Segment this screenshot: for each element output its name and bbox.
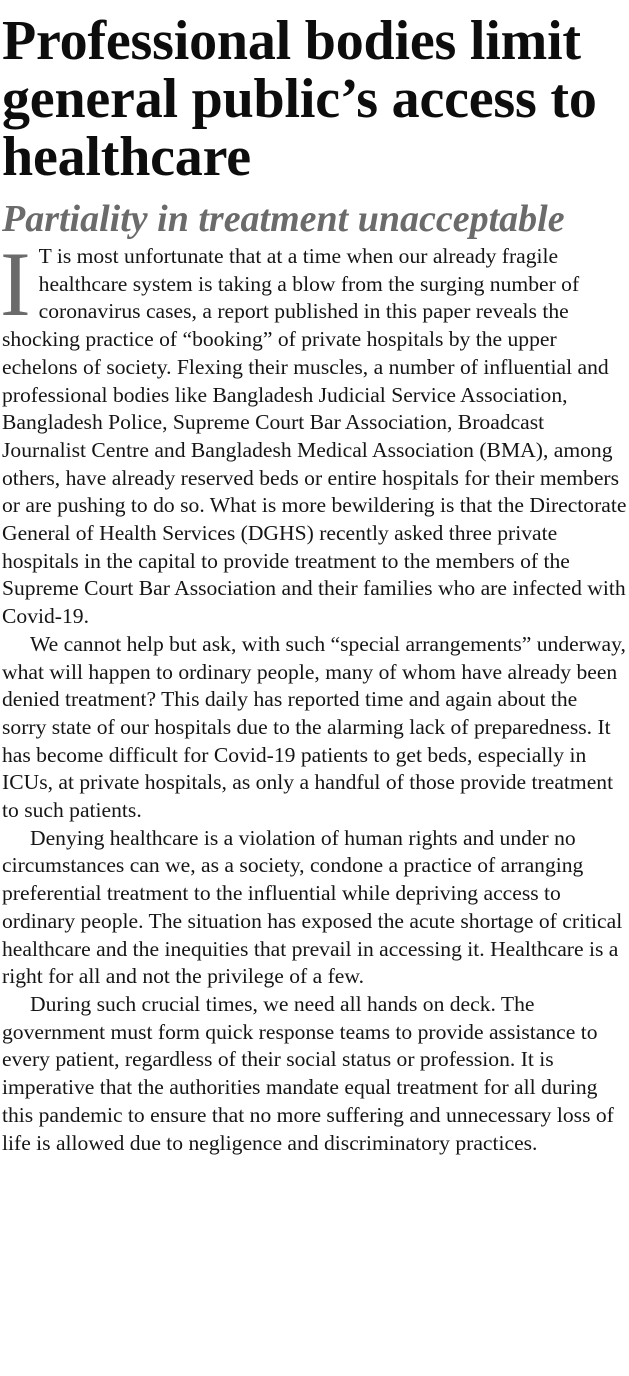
body-paragraph-1	[0, 233, 627, 631]
body-paragraph-4: During such crucial times, we need all hands on deck. The government must form quick response teams to provide assistance to every patient, regardless of their social status or profession. It is imperative that the authorities mandate equal treatment for all during this pandemic to ensure that no more suffering and unnecessary loss of life is allowed due to negligence and discriminatory practices.	[2, 991, 614, 1155]
drop-cap: I	[0, 233, 31, 335]
editorial-article	[2, 0, 627, 1157]
article-body	[0, 233, 627, 1157]
article-subheadline: Partiality in treatment unacceptable	[2, 198, 565, 240]
article-headline: Professional bodies limit general public’s access to healthcare	[2, 10, 597, 188]
body-paragraph-2: We cannot help but ask, with such “special arrangements” underway, what will happen to ordinary people, many of whom have already been denied treatment? This daily has reported time and again about the sorry state of our hospitals due to the alarming lack of preparedness. It has become difficult for Covid-19 patients to get beds, especially in ICUs, at private hospitals, as only a handful of those provide treatment to such patients.	[2, 631, 626, 823]
body-paragraph-3: Denying healthcare is a violation of human rights and under no circumstances can we, as a society, condone a practice of arranging preferential treatment to the influential while depriving access to ordinary people. The situation has exposed the acute shortage of critical healthcare and the inequities that prevail in accessing it. Healthcare is a right for all and not the privilege of a few.	[2, 825, 623, 989]
paragraph-1-text: T is most unfortunate that at a time when our already fragile healthcare system is taking a blow from the surging number of coronavirus cases, a report published in this paper reveals the shocking practice of “booking” of private hospitals by the upper echelons of society. Flexing their muscles, a number of influential and professional bodies like Bangladesh Judicial Service Association, Bangladesh Police, Supreme Court Bar Association, Broadcast Journalist Centre and Bangladesh Medical Association (BMA), among others, have already reserved beds or entire hospitals for their members or are pushing to do so. What is more bewildering is that the Directorate General of Health Services (DGHS) recently asked three private hospitals in the capital to provide treatment to the members of the Supreme Court Bar Association and their families who are infected with Covid-19.	[2, 244, 627, 629]
